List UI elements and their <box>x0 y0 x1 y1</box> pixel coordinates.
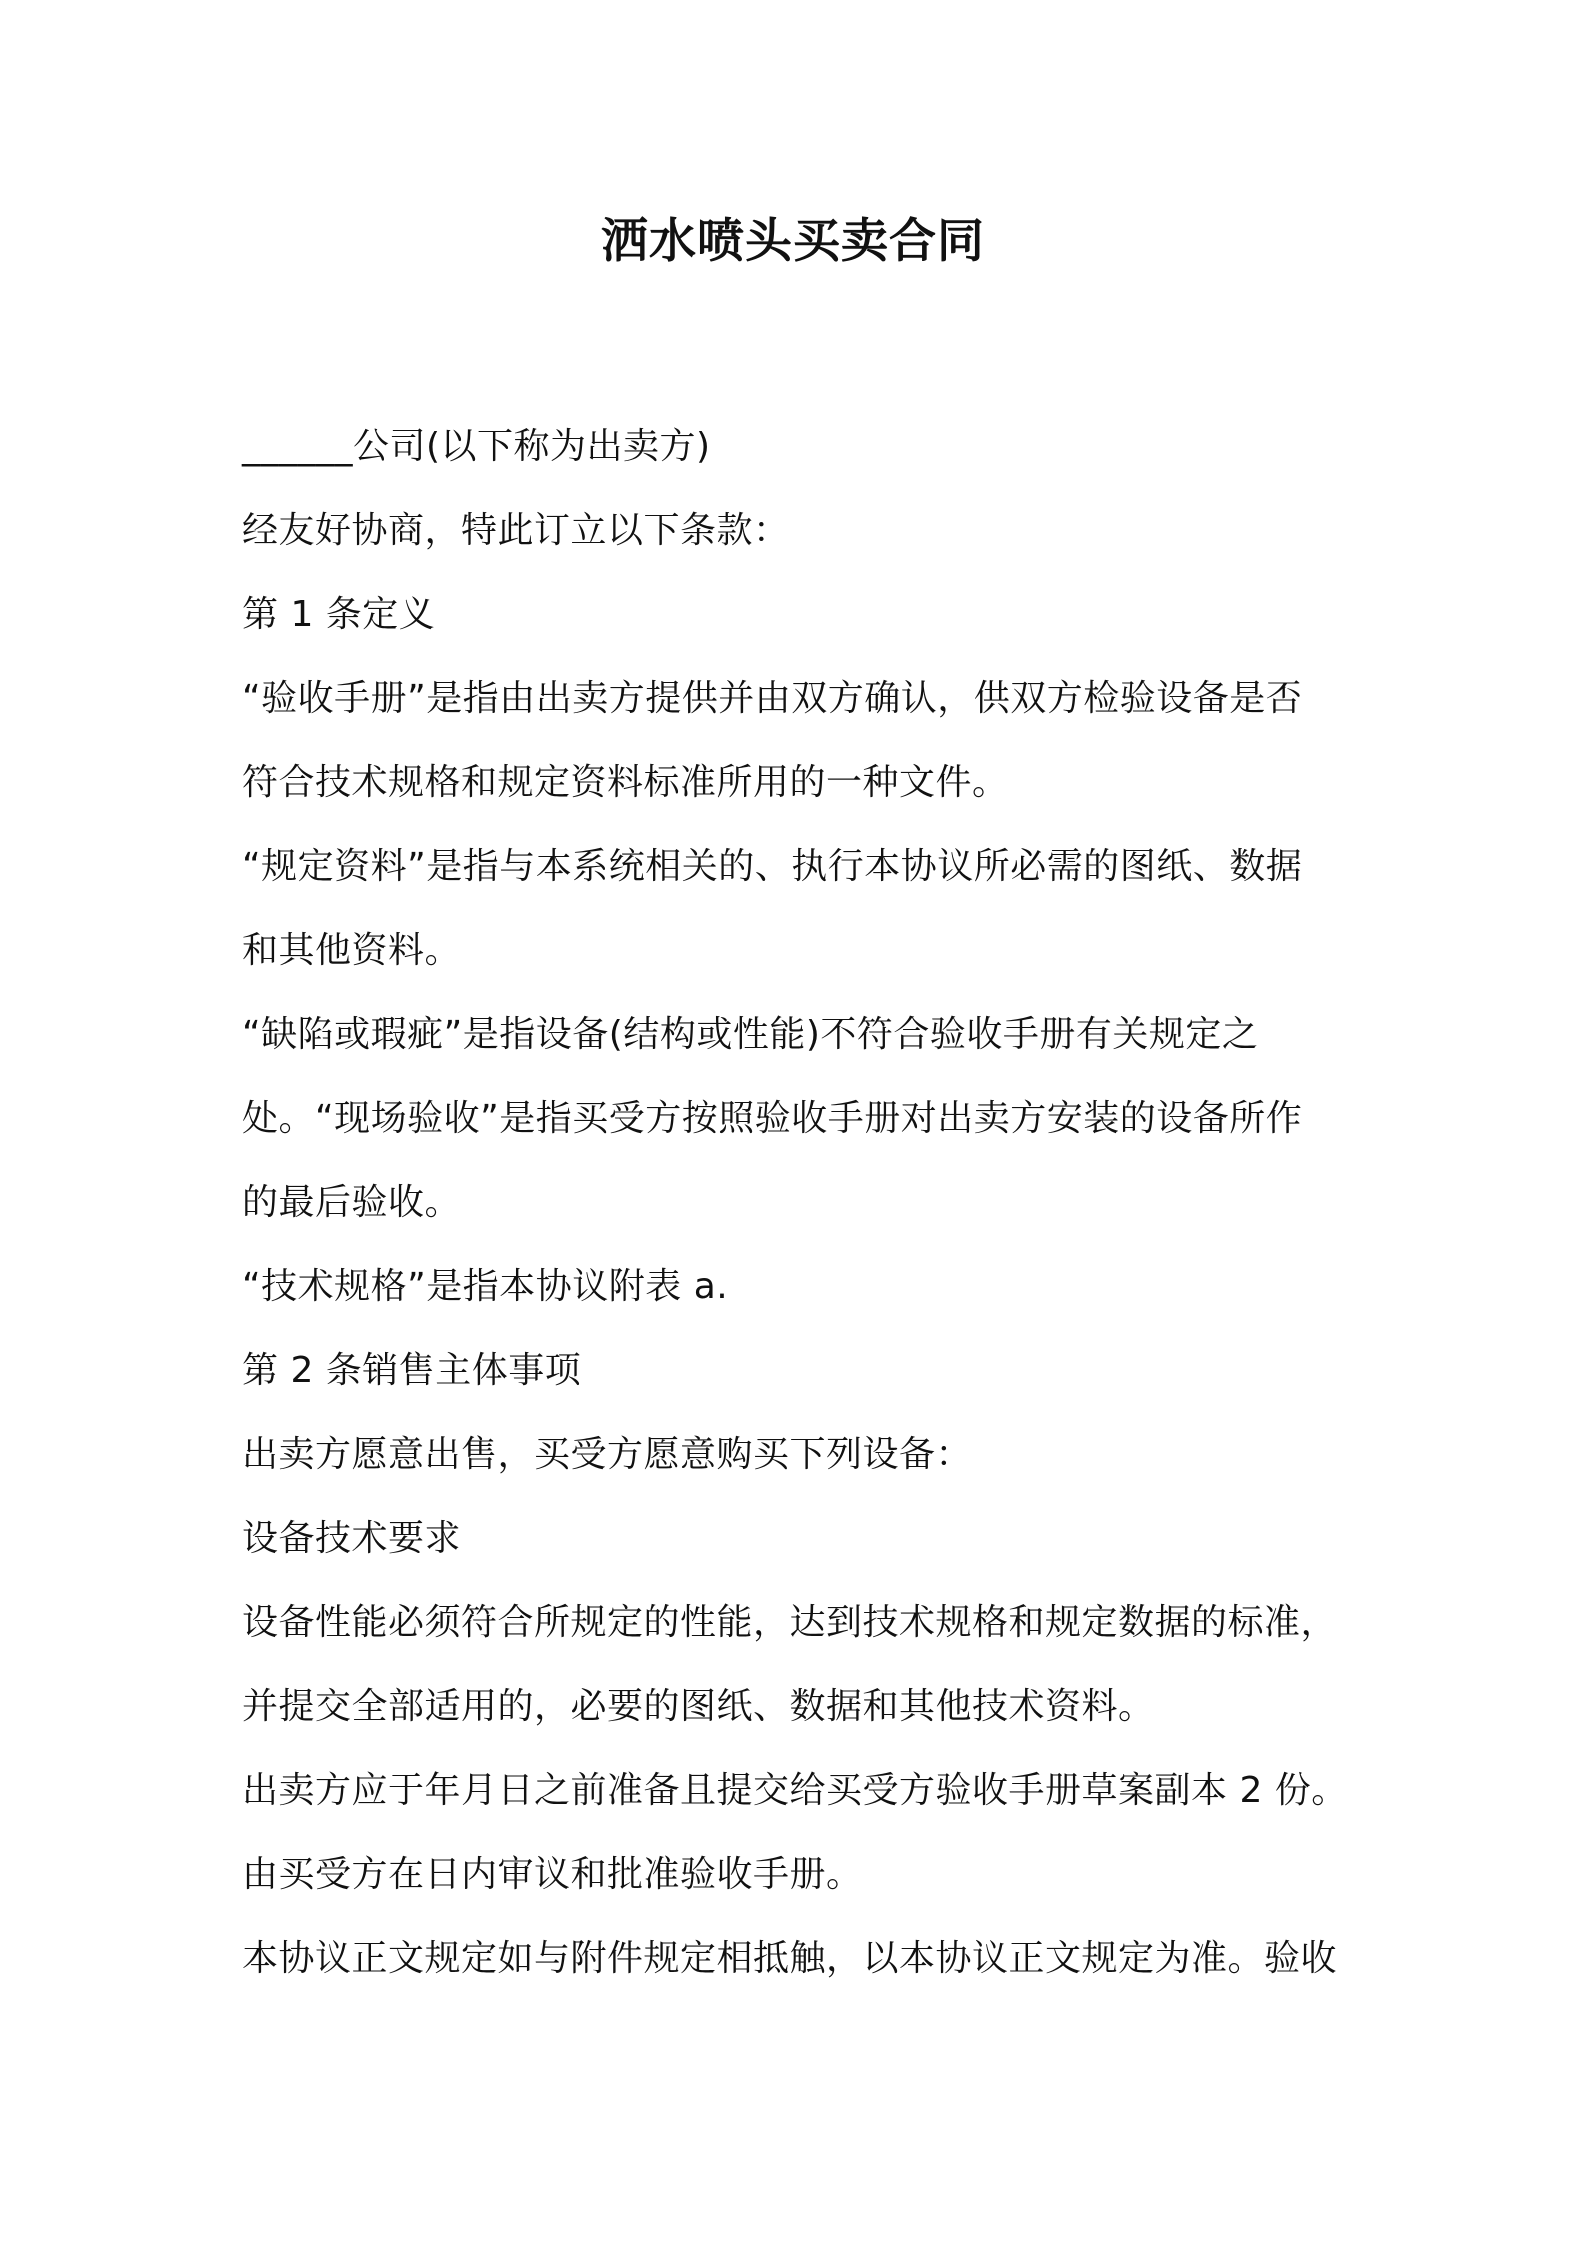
definition-specified-data-line-2: 和其他资料。 <box>242 930 462 971</box>
manual-draft-line: 出卖方应于年月日之前准备且提交给买受方验收手册草案副本 2 份。 <box>242 1770 1348 1811</box>
definition-site-acceptance-line-1: 处。“现场验收”是指买受方按照验收手册对出卖方安装的设备所作 <box>242 1098 1303 1139</box>
document-title: 洒水喷头买卖合同 <box>601 214 985 269</box>
article-1-heading: 第 1 条定义 <box>242 594 436 635</box>
document-body <box>242 405 1362 2001</box>
performance-line-2: 并提交全部适用的，必要的图纸、数据和其他技术资料。 <box>242 1686 1155 1727</box>
seller-line: ______公司(以下称为出卖方) <box>242 426 711 467</box>
manual-approval-line: 由买受方在日内审议和批准验收手册。 <box>242 1854 863 1895</box>
definition-acceptance-manual-line-2: 符合技术规格和规定资料标准所用的一种文件。 <box>242 762 1009 803</box>
equipment-requirements-heading: 设备技术要求 <box>242 1518 462 1559</box>
definition-acceptance-manual-line-1: “验收手册”是指由出卖方提供并由双方确认，供双方检验设备是否 <box>242 678 1303 719</box>
precedence-line: 本协议正文规定如与附件规定相抵触，以本协议正文规定为准。验收 <box>242 1938 1338 1979</box>
sale-statement: 出卖方愿意出售，买受方愿意购买下列设备： <box>242 1434 973 1475</box>
definition-defect-line-1: “缺陷或瑕疵”是指设备(结构或性能)不符合验收手册有关规定之 <box>242 1014 1259 1055</box>
definition-site-acceptance-line-2: 的最后验收。 <box>242 1182 462 1223</box>
intro-line: 经友好协商，特此订立以下条款： <box>242 510 790 551</box>
article-2-heading: 第 2 条销售主体事项 <box>242 1350 582 1391</box>
performance-line-1: 设备性能必须符合所规定的性能，达到技术规格和规定数据的标准， <box>242 1602 1338 1643</box>
definition-specified-data-line-1: “规定资料”是指与本系统相关的、执行本协议所必需的图纸、数据 <box>242 846 1303 887</box>
definition-technical-spec: “技术规格”是指本协议附表 a. <box>242 1266 729 1307</box>
